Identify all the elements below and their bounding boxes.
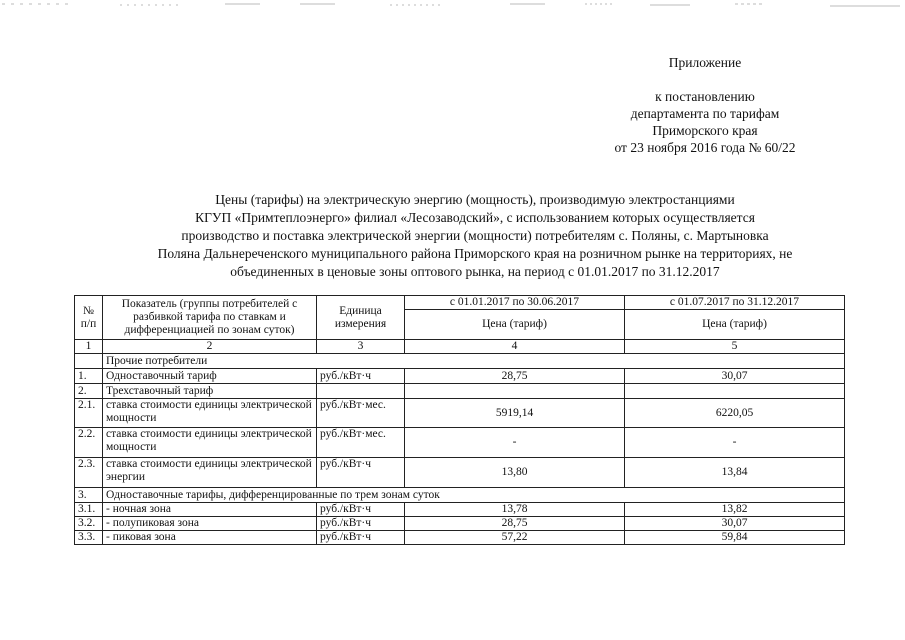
title-line: КГУП «Примтеплоэнерго» филиал «Лесозаводский», с использованием которых осуществляется	[195, 210, 755, 225]
row-name: Одноставочный тариф	[103, 369, 317, 384]
row-unit: руб./кВт·ч	[317, 503, 405, 517]
table-row	[75, 369, 845, 384]
tariff-table	[74, 295, 845, 545]
row-price-2: 30,07	[625, 517, 845, 531]
title-line: производство и поставка электрической энергии (мощности) потребителям с. Поляны, с. Мартыновка	[181, 228, 769, 243]
row-num: 2.3.	[75, 458, 103, 488]
title-line: Цены (тарифы) на электрическую энергию (мощность), производимую электростанциями	[215, 192, 735, 207]
row-price-1: -	[405, 428, 625, 458]
column-number: 1	[75, 340, 103, 354]
row-num: 3.1.	[75, 503, 103, 517]
column-number: 3	[317, 340, 405, 354]
table-row	[75, 531, 845, 545]
row-price-1: 28,75	[405, 369, 625, 384]
appendix-line: Приморского края	[652, 123, 758, 138]
row-price-2: 13,82	[625, 503, 845, 517]
row-price-2: 30,07	[625, 369, 845, 384]
row-price-2: 13,84	[625, 458, 845, 488]
appendix-line: от 23 ноября 2016 года № 60/22	[614, 140, 796, 155]
header-price-2: Цена (тариф)	[625, 310, 845, 340]
table-row	[75, 384, 845, 399]
row-name: - полупиковая зона	[103, 517, 317, 531]
appendix-line: к постановлению	[655, 89, 755, 104]
row-unit: руб./кВт·ч	[317, 517, 405, 531]
row-name: Трехставочный тариф	[103, 384, 317, 399]
row-num: 3.2.	[75, 517, 103, 531]
row-price-1	[405, 384, 625, 399]
row-num: 2.1.	[75, 399, 103, 428]
column-number: 2	[103, 340, 317, 354]
row-name: - ночная зона	[103, 503, 317, 517]
row-name: ставка стоимости единицы электрической мощности	[103, 399, 317, 428]
column-number: 4	[405, 340, 625, 354]
title-line: объединенных в ценовые зоны оптового рынка, на период с 01.01.2017 по 31.12.2017	[230, 264, 720, 279]
row-price-1: 13,80	[405, 458, 625, 488]
section-zone-tariffs: Одноставочные тарифы, дифференцированные по трем зонам суток	[103, 488, 845, 503]
table-row	[75, 458, 845, 488]
header-period-2: с 01.07.2017 по 31.12.2017	[625, 296, 845, 310]
table-row	[75, 488, 845, 503]
row-price-1: 5919,14	[405, 399, 625, 428]
row-num: 2.	[75, 384, 103, 399]
row-num: 3.3.	[75, 531, 103, 545]
document-title	[60, 191, 890, 281]
table-row	[75, 517, 845, 531]
header-unit: Единица измерения	[317, 296, 405, 340]
appendix-block	[560, 54, 850, 156]
scan-edge-marks	[0, 0, 905, 12]
row-price-2: 6220,05	[625, 399, 845, 428]
row-price-1: 57,22	[405, 531, 625, 545]
row-name: ставка стоимости единицы электрической мощности	[103, 428, 317, 458]
row-unit: руб./кВт·ч	[317, 369, 405, 384]
row-unit: руб./кВт·мес.	[317, 428, 405, 458]
row-price-1: 28,75	[405, 517, 625, 531]
row-unit	[317, 384, 405, 399]
header-num: № п/п	[75, 296, 103, 340]
row-num: 1.	[75, 369, 103, 384]
row-unit: руб./кВт·ч	[317, 458, 405, 488]
table-row	[75, 354, 845, 369]
table-row	[75, 399, 845, 428]
header-price-1: Цена (тариф)	[405, 310, 625, 340]
row-price-2	[625, 384, 845, 399]
header-indicator: Показатель (группы потребителей с разбивкой тарифа по ставкам и дифференциацией по зонам суток)	[103, 296, 317, 340]
section-other-consumers: Прочие потребители	[103, 354, 845, 369]
row-unit: руб./кВт·ч	[317, 531, 405, 545]
table-row	[75, 428, 845, 458]
column-number: 5	[625, 340, 845, 354]
appendix-line: департамента по тарифам	[630, 106, 780, 121]
appendix-title: Приложение	[668, 55, 742, 70]
table-row	[75, 503, 845, 517]
row-name: - пиковая зона	[103, 531, 317, 545]
row-price-2: 59,84	[625, 531, 845, 545]
row-num: 2.2.	[75, 428, 103, 458]
row-unit: руб./кВт·мес.	[317, 399, 405, 428]
row-price-1: 13,78	[405, 503, 625, 517]
row-num: 3.	[75, 488, 103, 503]
header-period-1: с 01.01.2017 по 30.06.2017	[405, 296, 625, 310]
row-price-2: -	[625, 428, 845, 458]
row-name: ставка стоимости единицы электрической энергии	[103, 458, 317, 488]
title-line: Поляна Дальнереченского муниципального района Приморского края на розничном рынке на территориях, не	[157, 246, 793, 261]
